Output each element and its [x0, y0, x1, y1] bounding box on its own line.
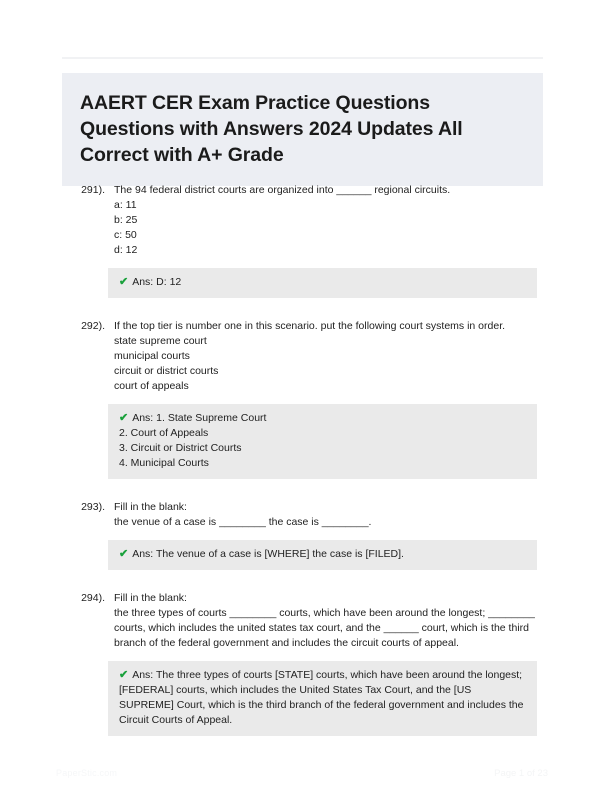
header-divider: [62, 57, 543, 59]
option-c[interactable]: c: 50: [114, 229, 137, 241]
orderable-items: [114, 334, 544, 394]
question-prompt: [114, 183, 544, 258]
question-prompt-line: If the top tier is number one in this scenario. put the following court systems in order.: [114, 320, 506, 332]
question-block-294: [0, 591, 606, 736]
question-prompt: [114, 500, 544, 530]
question-number: 291).: [81, 184, 105, 196]
question-number: 292).: [81, 320, 105, 332]
answer-line: [119, 411, 526, 426]
answer-text: Ans: The venue of a case is [WHERE] the case is [FILED].: [132, 548, 404, 560]
question-prompt-line: the three types of courts ________ courts, which have been around the longest; ________ courts, which includes the united states tax court, and the ______ court, which is the third branch of the federal government and includes the circuit courts of appeal.: [114, 607, 535, 649]
list-item[interactable]: municipal courts: [114, 350, 190, 362]
document-title-banner: [62, 73, 543, 186]
answer-line: 3. Circuit or District Courts: [119, 442, 242, 454]
watermark: PaperStic.com: [56, 768, 118, 778]
list-item[interactable]: court of appeals: [114, 380, 189, 392]
question-prompt-line: the venue of a case is ________ the case is ________.: [114, 516, 372, 528]
option-d[interactable]: d: 12: [114, 244, 138, 256]
question-prompt-line: Fill in the blank:: [114, 501, 187, 513]
question-number: 294).: [81, 592, 105, 604]
question-row: [0, 591, 606, 651]
page-number: Page 1 of 23: [494, 768, 548, 779]
check-icon: ✔: [119, 276, 129, 288]
check-icon: ✔: [119, 669, 129, 681]
list-item[interactable]: circuit or district courts: [114, 365, 219, 377]
list-item[interactable]: state supreme court: [114, 335, 207, 347]
page-title: AAERT CER Exam Practice Questions Questions with Answers 2024 Updates All Correct with A+ Grade: [80, 92, 463, 166]
answer-text: Ans: D: 12: [132, 276, 182, 288]
question-prompt: [114, 319, 544, 394]
option-b[interactable]: b: 25: [114, 214, 138, 226]
answer-line: 4. Municipal Courts: [119, 457, 209, 469]
answer-box: [108, 404, 537, 479]
questions-container: [0, 183, 606, 757]
question-prompt-line: The 94 federal district courts are organized into ______ regional circuits.: [114, 184, 451, 196]
question-row: [0, 500, 606, 530]
answer-line: [119, 668, 526, 728]
question-prompt-line: Fill in the blank:: [114, 592, 187, 604]
check-icon: ✔: [119, 412, 129, 424]
answer-box: [108, 661, 537, 736]
answer-line: 2. Court of Appeals: [119, 427, 209, 439]
question-row: [0, 319, 606, 394]
question-row: [0, 183, 606, 258]
answer-line: [119, 547, 526, 562]
question-prompt: [114, 591, 544, 651]
option-a[interactable]: a: 11: [114, 199, 137, 211]
question-block-291: [0, 183, 606, 298]
check-icon: ✔: [119, 548, 129, 560]
answer-line: [119, 275, 526, 290]
page-footer: [0, 760, 606, 800]
answer-box: [108, 540, 537, 570]
answer-text: Ans: The three types of courts [STATE] courts, which have been around the longest; [FEDERAL] courts, which includes the United States Tax Court, and the [US SUPREME] Court, which is the third branch of the federal government and includes the Circuit Courts of Appeal.: [119, 669, 524, 726]
question-block-292: [0, 319, 606, 479]
answer-box: [108, 268, 537, 298]
answer-text: Ans: 1. State Supreme Court: [132, 412, 267, 424]
question-number: 293).: [81, 501, 105, 513]
answer-options: [114, 198, 544, 258]
question-block-293: [0, 500, 606, 570]
